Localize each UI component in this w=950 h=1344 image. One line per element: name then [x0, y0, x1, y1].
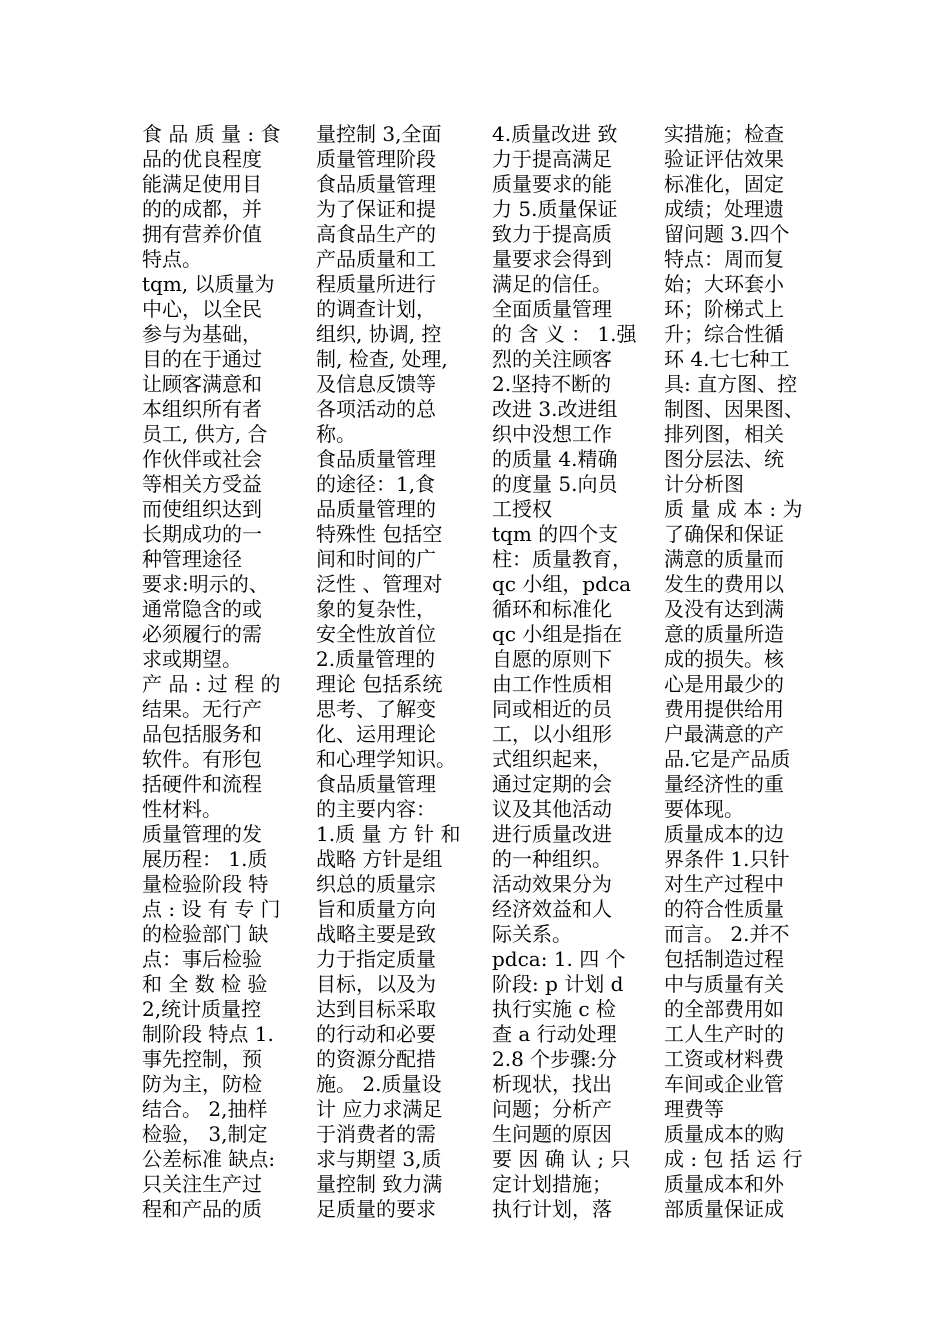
text-line: 生问题的原因: [492, 1122, 612, 1146]
text-line: 环 4.七七种工: [664, 347, 790, 371]
text-line: 烈的关注顾客: [492, 347, 612, 371]
text-line: 定计划措施；: [492, 1172, 612, 1196]
text-line: 排列图，相关: [664, 422, 784, 446]
text-line: 执行实施 c 检: [492, 997, 616, 1021]
text-line: 心是用最少的: [664, 672, 784, 696]
text-line: 思考、了解变: [316, 697, 436, 721]
text-line: 循环和标准化: [492, 597, 612, 621]
text-line: 通常隐含的或: [142, 597, 262, 621]
text-line: 产品质量和工: [316, 247, 436, 271]
text-line: 让顾客满意和: [142, 372, 262, 396]
text-line: 程质量所进行: [316, 272, 436, 296]
text-line: 结合。 2,抽样: [142, 1097, 268, 1121]
text-line: 食 品 质 量 : 食: [142, 122, 281, 146]
text-line: 施。 2.质量设: [316, 1072, 442, 1096]
text-line: 品.它是产品质: [664, 747, 791, 771]
text-line: 的符合性质量: [664, 897, 784, 921]
text-line: 必须履行的需: [142, 622, 262, 646]
text-line: 参与为基础，: [142, 322, 262, 346]
text-line: 软件。有形包: [142, 747, 262, 771]
text-line: 和 全 数 检 验: [142, 972, 268, 996]
text-line: 成的损失。核: [664, 647, 784, 671]
text-line: 中与质量有关: [664, 972, 784, 996]
text-line: 成 : 包 括 运 行: [664, 1147, 803, 1171]
text-line: 力 5.质量保证: [492, 197, 618, 221]
text-line: 量控制 3,全面: [316, 122, 442, 146]
text-line: 2.坚持不断的: [492, 372, 612, 396]
text-line: 高食品生产的: [316, 222, 436, 246]
text-line: 特点。: [142, 247, 202, 271]
text-line: 拥有营养价值: [142, 222, 262, 246]
text-line: 作伙伴或社会: [142, 447, 262, 471]
text-line: 查 a 行动处理: [492, 1022, 617, 1046]
text-line: 检验， 3,制定: [142, 1122, 268, 1146]
text-line: 2.8 个步骤:分: [492, 1047, 617, 1071]
text-line: 中心，以全民: [142, 297, 262, 321]
text-line: 的检验部门 缺: [142, 922, 269, 946]
text-line: 的资源分配措: [316, 1047, 436, 1071]
text-line: 量要求会得到: [492, 247, 612, 271]
text-line: 特点：周而复: [664, 247, 784, 271]
text-line: 工资或材料费: [664, 1047, 784, 1071]
text-line: tqm, 以质量为: [142, 272, 275, 296]
text-line: 阶段: p 计划 d: [492, 972, 624, 996]
text-line: 事先控制，预: [142, 1047, 262, 1071]
text-line: 了确保和保证: [664, 522, 784, 546]
text-line: 力于提高满足: [492, 147, 612, 171]
text-line: 的途径：1,食: [316, 472, 436, 496]
text-line: 战略 方针是组: [316, 847, 443, 871]
text-line: 意的质量所造: [664, 622, 784, 646]
text-line: 验证评估效果: [664, 147, 784, 171]
text-line: 品的优良程度: [142, 147, 262, 171]
text-line: 产 品 : 过 程 的: [142, 672, 281, 696]
text-line: 的的成都，并: [142, 197, 262, 221]
text-line: 议及其他活动: [492, 797, 612, 821]
text-line: 求或期望。: [142, 647, 242, 671]
text-line: 工人生产时的: [664, 1022, 784, 1046]
text-line: 工，以小组形: [492, 722, 612, 746]
text-line: 图分层法、统: [664, 447, 784, 471]
text-line: pdca: 1. 四 个: [492, 947, 626, 971]
text-line: 量经济性的重: [664, 772, 784, 796]
text-line: 称。: [316, 422, 356, 446]
text-line: 实措施；检查: [664, 122, 784, 146]
text-line: 要 因 确 认 ; 只: [492, 1147, 631, 1171]
text-line: 满足的信任。: [492, 272, 612, 296]
text-line: 包括制造过程: [664, 947, 784, 971]
text-line: 只关注生产过: [142, 1172, 262, 1196]
text-line: 结果。无行产: [142, 697, 262, 721]
text-line: 部质量保证成: [664, 1197, 784, 1221]
text-line: 食品质量管理: [316, 447, 436, 471]
text-line: 的 含 义 ： 1.强: [492, 322, 637, 346]
text-line: 满意的质量而: [664, 547, 784, 571]
text-line: 括硬件和流程: [142, 772, 262, 796]
text-line: 量检验阶段 特: [142, 872, 269, 896]
text-line: 理论 包括系统: [316, 672, 443, 696]
text-line: 质量成本和外: [664, 1172, 784, 1196]
text-line: 质量成本的购: [664, 1122, 784, 1146]
text-line: 质量成本的边: [664, 822, 784, 846]
text-line: 理费等: [664, 1097, 724, 1121]
text-line: 的质量 4.精确: [492, 447, 618, 471]
text-line: 目的在于通过: [142, 347, 262, 371]
text-line: 达到目标采取: [316, 997, 436, 1021]
text-line: 的一种组织。: [492, 847, 612, 871]
text-line: 2,统计质量控: [142, 997, 262, 1021]
text-line: 通过定期的会: [492, 772, 612, 796]
text-line: 组织, 协调, 控: [316, 322, 442, 346]
text-line: 制, 检查, 处理,: [316, 347, 448, 371]
text-line: 品包括服务和: [142, 722, 262, 746]
text-line: 的调查计划，: [316, 297, 436, 321]
text-line: 及没有达到满: [664, 597, 784, 621]
text-line: 际关系。: [492, 922, 572, 946]
text-line: 和心理学知识。: [316, 747, 456, 771]
text-line: 问题；分析产: [492, 1097, 612, 1121]
text-line: 费用提供给用: [664, 697, 784, 721]
text-line: 计分析图: [664, 472, 744, 496]
text-line: 质量管理阶段: [316, 147, 436, 171]
text-line: 的行动和必要: [316, 1022, 436, 1046]
text-line: 泛性 、管理对: [316, 572, 443, 596]
text-line: 种管理途径: [142, 547, 242, 571]
text-line: 质 量 成 本 : 为: [664, 497, 803, 521]
text-line: 进行质量改进: [492, 822, 612, 846]
text-line: 升；综合性循: [664, 322, 784, 346]
text-line: 旨和质量方向: [316, 897, 436, 921]
text-line: 点 : 设 有 专 门: [142, 897, 281, 921]
text-line: 公差标准 缺点:: [142, 1147, 276, 1171]
text-line: 同或相近的员: [492, 697, 612, 721]
text-line: 等相关方受益: [142, 472, 262, 496]
text-line: tqm 的四个支: [492, 522, 619, 546]
text-line: 安全性放首位: [316, 622, 436, 646]
text-line: 成绩；处理遗: [664, 197, 784, 221]
text-line: 长期成功的一: [142, 522, 262, 546]
text-line: 特殊性 包括空: [316, 522, 443, 546]
text-line: 求与期望 3,质: [316, 1147, 442, 1171]
text-line: 户最满意的产: [664, 722, 784, 746]
text-column-4: [664, 122, 814, 1222]
text-line: 4.质量改进 致: [492, 122, 618, 146]
text-line: 工授权: [492, 497, 552, 521]
text-line: 性材料。: [142, 797, 222, 821]
text-line: 1.质 量 方 针 和: [316, 822, 461, 846]
text-line: 式组织起来，: [492, 747, 612, 771]
text-line: 的度量 5.向员: [492, 472, 618, 496]
text-column-1: [142, 122, 292, 1222]
text-line: 车间或企业管: [664, 1072, 784, 1096]
text-line: 执行计划，落: [492, 1197, 612, 1221]
text-line: 食品质量管理: [316, 772, 436, 796]
text-line: 本组织所有者: [142, 397, 262, 421]
text-line: 质量要求的能: [492, 172, 612, 196]
text-line: 而言。 2.并不: [664, 922, 790, 946]
text-line: 标准化，固定: [664, 172, 784, 196]
text-line: 程和产品的质: [142, 1197, 262, 1221]
text-line: 品质量管理的: [316, 497, 436, 521]
text-line: 具: 直方图、控: [664, 372, 798, 396]
text-line: 的主要内容：: [316, 797, 436, 821]
text-line: 展历程： 1.质: [142, 847, 268, 871]
text-line: 析现状，找出: [492, 1072, 612, 1096]
text-line: 始；大环套小: [664, 272, 784, 296]
text-line: 活动效果分为: [492, 872, 612, 896]
text-line: 食品质量管理: [316, 172, 436, 196]
text-line: 各项活动的总: [316, 397, 436, 421]
text-line: qc 小组是指在: [492, 622, 623, 646]
text-line: 能满足使用目: [142, 172, 262, 196]
text-line: 为了保证和提: [316, 197, 436, 221]
text-line: 足质量的要求: [316, 1197, 436, 1221]
text-line: 2.质量管理的: [316, 647, 436, 671]
text-line: 要体现。: [664, 797, 744, 821]
text-line: 于消费者的需: [316, 1122, 436, 1146]
text-line: 及信息反馈等: [316, 372, 436, 396]
text-line: 留问题 3.四个: [664, 222, 790, 246]
text-line: 点：事后检验: [142, 947, 262, 971]
text-line: 质量管理的发: [142, 822, 262, 846]
text-line: 柱：质量教育，: [492, 547, 632, 571]
text-line: 界条件 1.只针: [664, 847, 790, 871]
text-line: 致力于提高质: [492, 222, 612, 246]
text-line: qc 小组，pdca: [492, 572, 632, 596]
text-line: 而使组织达到: [142, 497, 262, 521]
text-line: 象的复杂性，: [316, 597, 436, 621]
text-column-3: [492, 122, 642, 1222]
text-line: 量控制 致力满: [316, 1172, 443, 1196]
text-line: 间和时间的广: [316, 547, 436, 571]
text-line: 制阶段 特点 1.: [142, 1022, 274, 1046]
text-line: 对生产过程中: [664, 872, 784, 896]
text-line: 全面质量管理: [492, 297, 612, 321]
text-line: 制图、因果图、: [664, 397, 804, 421]
text-line: 环；阶梯式上: [664, 297, 784, 321]
text-line: 力于指定质量: [316, 947, 436, 971]
text-line: 织中没想工作: [492, 422, 612, 446]
text-line: 的全部费用如: [664, 997, 784, 1021]
text-line: 由工作性质相: [492, 672, 612, 696]
text-line: 自愿的原则下: [492, 647, 612, 671]
text-line: 经济效益和人: [492, 897, 612, 921]
text-line: 员工, 供方, 合: [142, 422, 268, 446]
text-line: 目标，以及为: [316, 972, 436, 996]
text-line: 织总的质量宗: [316, 872, 436, 896]
text-line: 防为主，防检: [142, 1072, 262, 1096]
text-line: 要求:明示的、: [142, 572, 269, 596]
text-column-2: [316, 122, 466, 1222]
text-line: 战略主要是致: [316, 922, 436, 946]
text-line: 计 应力求满足: [316, 1097, 443, 1121]
text-line: 改进 3.改进组: [492, 397, 618, 421]
text-line: 发生的费用以: [664, 572, 784, 596]
text-line: 化、运用理论: [316, 722, 436, 746]
